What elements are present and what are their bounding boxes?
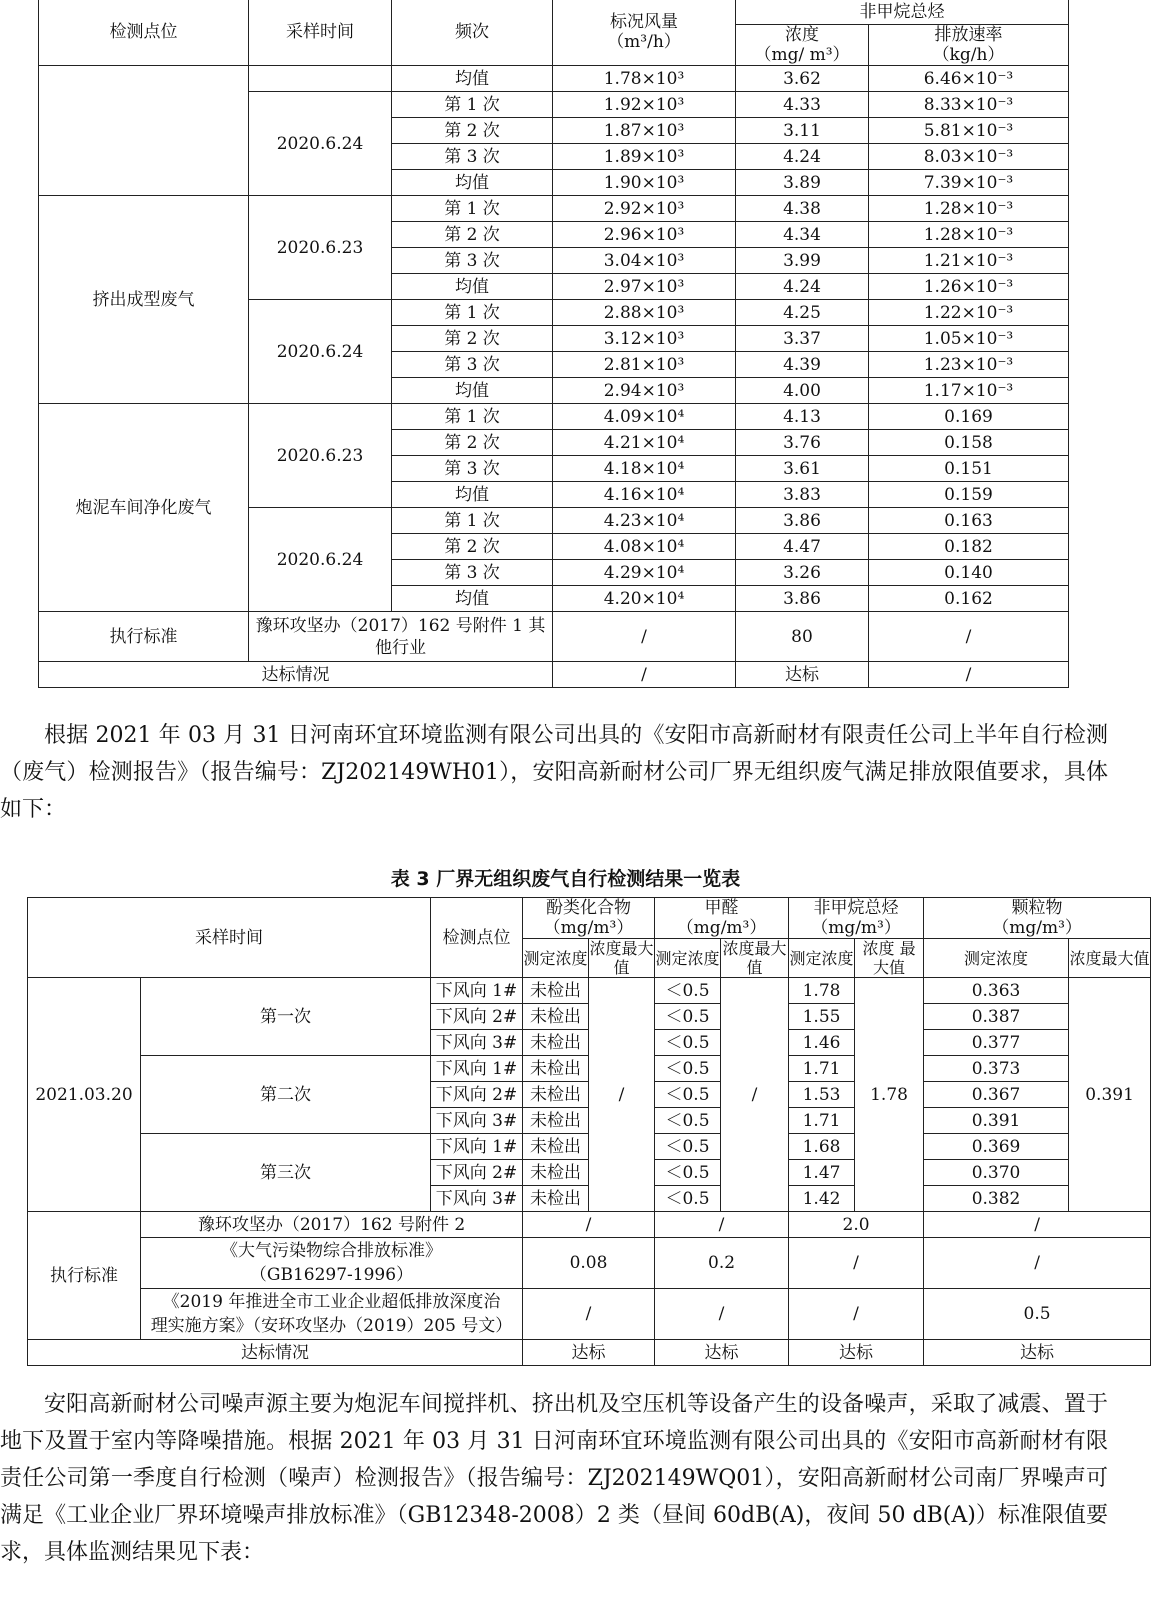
cell-point: 下风向 2#	[431, 1160, 523, 1186]
cell-formaldehyde: ＜0.5	[655, 1004, 721, 1030]
standard-particulate: /	[924, 1212, 1151, 1238]
cell-date: 2020.6.23	[249, 404, 392, 508]
cell-round: 第二次	[141, 1056, 431, 1134]
cell-frequency: 第 3 次	[392, 352, 553, 378]
standard-particulate: 0.5	[924, 1289, 1151, 1340]
cell-frequency: 第 2 次	[392, 222, 553, 248]
cell-phenol: 未检出	[523, 1030, 589, 1056]
cell-nmhc: 1.68	[789, 1134, 855, 1160]
cell-concentration: 3.99	[736, 248, 869, 274]
cell-rate: 1.22×10⁻³	[869, 300, 1069, 326]
paragraph-air-report	[0, 717, 1108, 828]
cell-frequency: 第 1 次	[392, 196, 553, 222]
cell-flow: 4.16×10⁴	[553, 482, 736, 508]
table-row	[39, 404, 1069, 430]
compliance-label: 达标情况	[39, 662, 553, 688]
cell-flow: 1.90×10³	[553, 170, 736, 196]
table-row	[39, 196, 1069, 222]
cell-concentration: 4.34	[736, 222, 869, 248]
compliance-formaldehyde: 达标	[655, 1340, 789, 1366]
compliance-row	[39, 662, 1069, 688]
cell-flow: 4.21×10⁴	[553, 430, 736, 456]
cell-concentration: 3.86	[736, 508, 869, 534]
cell-concentration: 3.89	[736, 170, 869, 196]
cell-rate: 1.28×10⁻³	[869, 222, 1069, 248]
table-row	[39, 66, 1069, 92]
standard-text: 豫环攻坚办（2017）162 号附件 1 其他行业	[249, 612, 553, 662]
cell-flow: 4.18×10⁴	[553, 456, 736, 482]
compliance-row	[28, 1340, 1151, 1366]
cell-flow: 2.94×10³	[553, 378, 736, 404]
standard-nmhc: 2.0	[789, 1212, 924, 1238]
cell-point: 下风向 3#	[431, 1030, 523, 1056]
header-concentration	[736, 25, 869, 66]
paragraph-air-report-text: 根据 2021 年 03 月 31 日河南环宜环境监测有限公司出具的《安阳市高新耐材有限责任公司上半年自行检测（废气）检测报告》（报告编号：ZJ202149WH01），安阳高新耐材公司厂界无组织废气满足排放限值要求，具体如下：	[0, 723, 1108, 822]
header-nmhc-label: 非甲烷总烃	[813, 898, 899, 918]
cell-frequency: 第 2 次	[392, 118, 553, 144]
header-flow-label: 标况风量	[610, 12, 678, 32]
standard-row	[28, 1238, 1151, 1289]
cell-concentration: 3.83	[736, 482, 869, 508]
cell-flow: 4.29×10⁴	[553, 560, 736, 586]
cell-flow: 4.08×10⁴	[553, 534, 736, 560]
cell-date: 2020.6.23	[249, 196, 392, 300]
compliance-flow: /	[553, 662, 736, 688]
cell-nmhc: 1.71	[789, 1108, 855, 1134]
cell-concentration: 3.76	[736, 430, 869, 456]
cell-formaldehyde: ＜0.5	[655, 1134, 721, 1160]
cell-rate: 1.23×10⁻³	[869, 352, 1069, 378]
header-frequency: 频次	[392, 0, 553, 66]
cell-date: 2021.03.20	[28, 978, 141, 1212]
cell-nmhc: 1.55	[789, 1004, 855, 1030]
cell-nmhc: 1.78	[789, 978, 855, 1004]
cell-rate: 0.151	[869, 456, 1069, 482]
header-monitoring-point: 检测点位	[431, 898, 523, 978]
cell-concentration: 4.38	[736, 196, 869, 222]
cell-rate: 5.81×10⁻³	[869, 118, 1069, 144]
cell-rate: 8.03×10⁻³	[869, 144, 1069, 170]
standard-phenol: /	[523, 1289, 655, 1340]
cell-frequency: 第 3 次	[392, 456, 553, 482]
cell-concentration: 4.00	[736, 378, 869, 404]
cell-rate: 7.39×10⁻³	[869, 170, 1069, 196]
cell-date	[249, 66, 392, 92]
header-phenol	[523, 898, 655, 939]
cell-rate: 0.140	[869, 560, 1069, 586]
cell-frequency: 均值	[392, 66, 553, 92]
header-phenol-max: 浓度最大值	[589, 939, 654, 977]
cell-flow: 4.20×10⁴	[553, 586, 736, 612]
cell-concentration: 4.47	[736, 534, 869, 560]
header-nmhc: 非甲烷总烃	[736, 0, 1069, 25]
standard-row	[28, 1289, 1151, 1340]
cell-rate: 0.169	[869, 404, 1069, 430]
paragraph-noise-report	[0, 1386, 1108, 1571]
cell-frequency: 均值	[392, 482, 553, 508]
standard-name-text: 豫环攻坚办（2017）162 号附件 2	[197, 1214, 466, 1235]
standard-name-line1: 《2019 年推进全市工业企业超低排放深度治	[162, 1292, 501, 1312]
header-rate-unit: （kg/h）	[932, 45, 1005, 65]
fugitive-gas-table	[27, 897, 1151, 1366]
paragraph-noise-report-text: 安阳高新耐材公司噪声源主要为炮泥车间搅拌机、挤出机及空压机等设备产生的设备噪声，采取了减震、置于地下及置于室内等降噪措施。根据 2021 年 03 月 31 日河南环宜环境监测有限公司出具的《安阳市高新耐材有限责任公司第一季度自行检测（噪声）检测报告》（报告编号：ZJ202149WQ01），安阳高新耐材公司南厂界噪声可满足《工业企业厂界环境噪声排放标准》（GB12348-2008）2 类（昼间 60dB(A)，夜间 50 dB(A)）标准限值要求，具体监测结果见下表：	[0, 1392, 1108, 1565]
standard-row	[39, 612, 1069, 662]
cell-particulate: 0.382	[924, 1186, 1069, 1212]
cell-concentration: 3.62	[736, 66, 869, 92]
cell-concentration: 4.25	[736, 300, 869, 326]
header-phenol-unit: （mg/m³）	[543, 918, 634, 938]
standards-label: 执行标准	[28, 1212, 141, 1340]
cell-date: 2020.6.24	[249, 508, 392, 612]
cell-rate: 0.159	[869, 482, 1069, 508]
cell-particulate: 0.373	[924, 1056, 1069, 1082]
header-formaldehyde-measured: 测定浓度	[655, 939, 721, 978]
cell-frequency: 第 2 次	[392, 534, 553, 560]
cell-rate: 1.26×10⁻³	[869, 274, 1069, 300]
cell-flow: 1.92×10³	[553, 92, 736, 118]
cell-flow: 2.81×10³	[553, 352, 736, 378]
cell-rate: 8.33×10⁻³	[869, 92, 1069, 118]
cell-rate: 1.05×10⁻³	[869, 326, 1069, 352]
header-particulate-unit: （mg/m³）	[992, 918, 1082, 938]
header-formaldehyde-max: 浓度最大值	[722, 939, 787, 977]
cell-flow: 3.04×10³	[553, 248, 736, 274]
cell-frequency: 第 1 次	[392, 508, 553, 534]
cell-frequency: 均值	[392, 274, 553, 300]
header-particulate-measured: 测定浓度	[924, 939, 1069, 978]
standard-name	[141, 1212, 523, 1238]
standard-rate: /	[869, 612, 1069, 662]
header-phenol-label: 酚类化合物	[546, 898, 631, 918]
cell-nmhc: 1.47	[789, 1160, 855, 1186]
cell-particulate: 0.377	[924, 1030, 1069, 1056]
cell-particulate: 0.367	[924, 1082, 1069, 1108]
cell-particulate: 0.370	[924, 1160, 1069, 1186]
cell-frequency: 第 3 次	[392, 144, 553, 170]
compliance-label: 达标情况	[28, 1340, 523, 1366]
header-particulate	[924, 898, 1151, 939]
cell-date: 2020.6.24	[249, 92, 392, 196]
cell-point: 下风向 1#	[431, 978, 523, 1004]
header-concentration-label: 浓度	[785, 25, 819, 45]
cell-rate: 1.21×10⁻³	[869, 248, 1069, 274]
cell-phenol: 未检出	[523, 1082, 589, 1108]
cell-formaldehyde: ＜0.5	[655, 1082, 721, 1108]
header-nmhc-unit: （mg/m³）	[811, 918, 901, 938]
compliance-rate: /	[869, 662, 1069, 688]
cell-point: 下风向 1#	[431, 1134, 523, 1160]
standard-label: 执行标准	[39, 612, 249, 662]
cell-formaldehyde: ＜0.5	[655, 1108, 721, 1134]
standard-name	[141, 1289, 523, 1340]
cell-point: 下风向 2#	[431, 1082, 523, 1108]
cell-rate: 0.163	[869, 508, 1069, 534]
standard-name-line1: 《大气污染物综合排放标准》	[221, 1241, 442, 1261]
cell-point: 下风向 3#	[431, 1108, 523, 1134]
standard-phenol: 0.08	[523, 1238, 655, 1289]
cell-nmhc: 1.71	[789, 1056, 855, 1082]
header-nmhc-max: 浓度 最大值	[855, 939, 924, 978]
cell-formaldehyde-max: /	[721, 978, 789, 1212]
cell-concentration: 4.33	[736, 92, 869, 118]
cell-rate: 0.158	[869, 430, 1069, 456]
cell-concentration: 4.24	[736, 274, 869, 300]
cell-flow: 1.78×10³	[553, 66, 736, 92]
standard-name-line2: 理实施方案》（安环攻坚办（2019）205 号文）	[150, 1316, 513, 1336]
cell-concentration: 4.39	[736, 352, 869, 378]
cell-phenol: 未检出	[523, 1160, 589, 1186]
cell-formaldehyde: ＜0.5	[655, 978, 721, 1004]
cell-concentration: 3.86	[736, 586, 869, 612]
header-flow-unit: （m³/h）	[607, 32, 681, 52]
cell-nmhc: 1.53	[789, 1082, 855, 1108]
cell-point: 挤出成型废气	[39, 196, 249, 404]
cell-phenol: 未检出	[523, 1108, 589, 1134]
cell-frequency: 第 3 次	[392, 248, 553, 274]
cell-phenol: 未检出	[523, 1134, 589, 1160]
cell-particulate: 0.369	[924, 1134, 1069, 1160]
standard-phenol: /	[523, 1212, 655, 1238]
cell-rate: 0.162	[869, 586, 1069, 612]
cell-frequency: 第 2 次	[392, 326, 553, 352]
cell-flow: 1.87×10³	[553, 118, 736, 144]
cell-point: 下风向 2#	[431, 1004, 523, 1030]
table-caption: 表 3 厂界无组织废气自行检测结果一览表	[390, 868, 741, 890]
header-particulate-max: 浓度最大值	[1069, 939, 1151, 978]
cell-concentration: 4.13	[736, 404, 869, 430]
cell-flow: 2.88×10³	[553, 300, 736, 326]
header-rate-label: 排放速率	[934, 25, 1003, 45]
cell-frequency: 第 3 次	[392, 560, 553, 586]
standard-particulate: /	[924, 1238, 1151, 1289]
cell-formaldehyde: ＜0.5	[655, 1186, 721, 1212]
cell-flow: 2.92×10³	[553, 196, 736, 222]
header-rate	[869, 25, 1069, 66]
cell-formaldehyde: ＜0.5	[655, 1160, 721, 1186]
cell-frequency: 第 1 次	[392, 404, 553, 430]
header-point: 检测点位	[39, 0, 249, 66]
standard-concentration: 80	[736, 612, 869, 662]
cell-point: 下风向 1#	[431, 1056, 523, 1082]
cell-round: 第三次	[141, 1134, 431, 1212]
cell-phenol: 未检出	[523, 1186, 589, 1212]
cell-frequency: 均值	[392, 170, 553, 196]
compliance-particulate: 达标	[924, 1340, 1151, 1366]
cell-particulate: 0.391	[924, 1108, 1069, 1134]
compliance-phenol: 达标	[523, 1340, 655, 1366]
header-nmhc-measured: 测定浓度	[789, 939, 855, 978]
header-formaldehyde-label: 甲醛	[704, 898, 739, 918]
cell-frequency: 均值	[392, 378, 553, 404]
standard-formaldehyde: /	[655, 1289, 789, 1340]
cell-nmhc: 1.46	[789, 1030, 855, 1056]
cell-rate: 0.182	[869, 534, 1069, 560]
cell-particulate: 0.387	[924, 1004, 1069, 1030]
cell-nmhc: 1.42	[789, 1186, 855, 1212]
standard-nmhc: /	[789, 1289, 924, 1340]
cell-concentration: 3.11	[736, 118, 869, 144]
cell-phenol: 未检出	[523, 978, 589, 1004]
cell-concentration: 3.26	[736, 560, 869, 586]
cell-formaldehyde: ＜0.5	[655, 1030, 721, 1056]
standard-formaldehyde: 0.2	[655, 1238, 789, 1289]
cell-flow: 4.09×10⁴	[553, 404, 736, 430]
cell-concentration: 3.37	[736, 326, 869, 352]
standard-name	[141, 1238, 523, 1289]
standard-formaldehyde: /	[655, 1212, 789, 1238]
header-time: 采样时间	[249, 0, 392, 66]
cell-point	[39, 66, 249, 196]
standard-nmhc: /	[789, 1238, 924, 1289]
standard-row	[28, 1212, 1151, 1238]
cell-flow: 2.96×10³	[553, 222, 736, 248]
cell-flow: 1.89×10³	[553, 144, 736, 170]
cell-flow: 3.12×10³	[553, 326, 736, 352]
cell-phenol: 未检出	[523, 1056, 589, 1082]
cell-rate: 6.46×10⁻³	[869, 66, 1069, 92]
cell-formaldehyde: ＜0.5	[655, 1056, 721, 1082]
header-concentration-unit: （mg/ m³）	[754, 45, 850, 65]
header-phenol-measured: 测定浓度	[523, 939, 589, 978]
standard-name-line2: （GB16297-1996）	[249, 1265, 414, 1285]
header-sampling-time: 采样时间	[28, 898, 431, 978]
cell-point: 炮泥车间净化废气	[39, 404, 249, 612]
header-particulate-label: 颗粒物	[1011, 898, 1063, 918]
table-row	[28, 978, 1151, 1004]
standard-flow: /	[553, 612, 736, 662]
cell-nmhc-max: 1.78	[855, 978, 924, 1212]
cell-particulate: 0.363	[924, 978, 1069, 1004]
header-formaldehyde	[655, 898, 789, 939]
cell-round: 第一次	[141, 978, 431, 1056]
header-formaldehyde-unit: （mg/m³）	[676, 918, 767, 938]
cell-rate: 1.17×10⁻³	[869, 378, 1069, 404]
cell-concentration: 4.24	[736, 144, 869, 170]
cell-particulate-max: 0.391	[1069, 978, 1151, 1212]
cell-rate: 1.28×10⁻³	[869, 196, 1069, 222]
compliance-concentration: 达标	[736, 662, 869, 688]
compliance-nmhc: 达标	[789, 1340, 924, 1366]
cell-frequency: 第 1 次	[392, 92, 553, 118]
cell-frequency: 第 2 次	[392, 430, 553, 456]
cell-concentration: 3.61	[736, 456, 869, 482]
cell-phenol-max: /	[589, 978, 655, 1212]
header-flow	[553, 0, 736, 66]
cell-phenol: 未检出	[523, 1004, 589, 1030]
cell-frequency: 第 1 次	[392, 300, 553, 326]
cell-frequency: 均值	[392, 586, 553, 612]
cell-flow: 4.23×10⁴	[553, 508, 736, 534]
cell-point: 下风向 3#	[431, 1186, 523, 1212]
cell-date: 2020.6.24	[249, 300, 392, 404]
cell-flow: 2.97×10³	[553, 274, 736, 300]
header-nmhc	[789, 898, 924, 939]
exhaust-gas-table	[38, 0, 1069, 688]
